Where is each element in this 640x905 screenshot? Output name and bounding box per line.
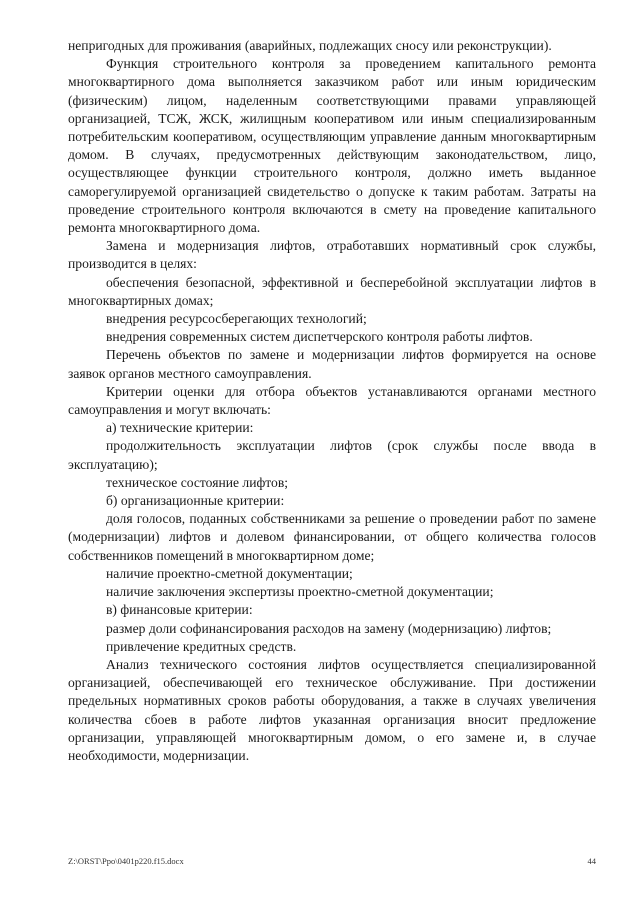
paragraph: размер доли софинансирования расходов на замену (модернизацию) лифтов; [106,620,552,636]
paragraph: продолжительность эксплуатации лифтов (срок службы после ввода в эксплуатацию); [68,438,596,472]
paragraph: а) технические критерии: [106,420,254,436]
paragraph: обеспечения безопасной, эффективной и бесперебойной эксплуатации лифтов в многоквартирных домах; [68,274,596,308]
paragraph: техническое состояние лифтов; [106,474,289,490]
document-body [68,37,596,765]
paragraph: Замена и модернизация лифтов, отработавших нормативный срок службы, производится в целях: [68,238,596,272]
paragraph: Критерии оценки для отбора объектов устанавливаются органами местного самоуправления и могут включать: [68,383,596,418]
paragraph: наличие проектно-сметной документации; [106,565,353,581]
paragraph: Перечень объектов по замене и модернизации лифтов формируется на основе заявок органов местного самоуправления. [68,347,596,381]
paragraph: Функция строительного контроля за проведением капитального ремонта многоквартирного дома выполняется заказчиком работ или иным юридическим (физическим) лицом, наделенным соответствующими правами управляющей организацией, ТСЖ, ЖСК, жилищным кооперативом или иным специализированным потребительским кооперативом, осуществляющим управление данным многоквартирным домом. В случаях, предусмотренных действующим законодательством, лицо, осуществляющее функции строительного контроля, должно иметь выданное саморегулируемой организацией свидетельство о допуске к таким работам. Затраты на проведение строительного контроля включаются в смету на проведение капитального ремонта многоквартирного дома. [68,56,596,236]
paragraph: в) финансовые критерии: [106,602,253,618]
paragraph: наличие заключения экспертизы проектно-сметной документации; [106,584,494,600]
paragraph: внедрения ресурсосберегающих технологий; [106,311,367,327]
paragraph: внедрения современных систем диспетчерского контроля работы лифтов. [106,329,533,345]
paragraph: Анализ технического состояния лифтов осуществляется специализированной организацией, обеспечивающей его техническое обслуживание. При достижении предельных нормативных сроков работы оборудования, а также в случаях увеличения количества сбоев в работе лифтов указанная организация вносит предложение организации, управляющей многоквартирным домом, о его замене и, в случае необходимости, модернизации. [68,656,596,763]
paragraph: непригодных для проживания (аварийных, подлежащих сносу или реконструкции). [68,38,552,53]
paragraph: привлечение кредитных средств. [106,638,297,654]
paragraph: б) организационные критерии: [106,493,285,509]
paragraph: доля голосов, поданных собственниками за решение о проведении работ по замене (модернизации) лифтов и долевом финансировании, от общего количества голосов собственников помещений в многоквартирном доме; [68,511,596,563]
file-path: Z:\ORST\Ppo\0401p220.f15.docx [68,856,184,866]
page-number: 44 [587,856,596,866]
